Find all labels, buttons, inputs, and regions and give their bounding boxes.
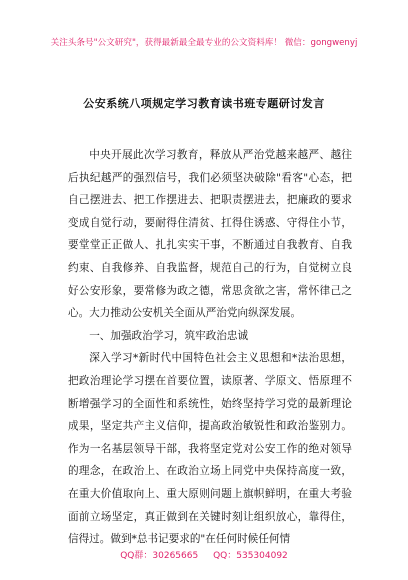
document-title: 公安系统八项规定学习教育读书班专题研讨发言 — [83, 97, 325, 110]
section-heading: 一、加强政治学习，筑牢政治忠诚 — [89, 329, 249, 342]
section-paragraph: 深入学习*新时代中国特色社会主义思想和*法治思想，把政治理论学习摆在首要位置，读原著、学原文、悟原理不断增强学习的全面性和系统性，始终坚持学习党的最新理论成果，坚定共产主义信仰，提高政治敏锐性和政治鉴别力。作为一名基层领导干部，我将坚定党对公安工作的绝对领导的理念，在政治上、在政治立场上同党中央保持高度一致，在重大价值取向上、重大原则问题上旗帜鲜明，在重大考验面前立场坚定，真正做到在关键时刻让组织放心，靠得住，信得过。做到*总书记要求的"在任何时候任何情 — [68, 352, 352, 546]
header-banner: 关注头条号"公文研究"，获得最新最全最专业的公文资料库！ 微信：gongwenyj — [50, 38, 358, 48]
footer-qq-group: QQ群：30265665 — [120, 551, 199, 561]
footer-contact — [0, 548, 408, 561]
document-body — [68, 144, 352, 551]
intro-paragraph: 中央开展此次学习教育，释放从严治党越来越严、越往后执纪越严的强烈信号，我们必须坚决破除"看客"心态，把自己摆进去、把工作摆进去、把职责摆进去，把廉政的要求变成自觉行动，要耐得住清贫、扛得住诱惑、守得住小节，要堂堂正正做人、扎扎实实干事，不断通过自我教育、自我约束、自我修养、自我监督，规范自己的行为，自觉树立良好公安形象，要常修为政之德，常思贪欲之害，常怀律己之心。大力推动公安机关全面从严治党向纵深发展。 — [68, 149, 352, 320]
footer-qq: QQ：535304092 — [213, 551, 288, 561]
